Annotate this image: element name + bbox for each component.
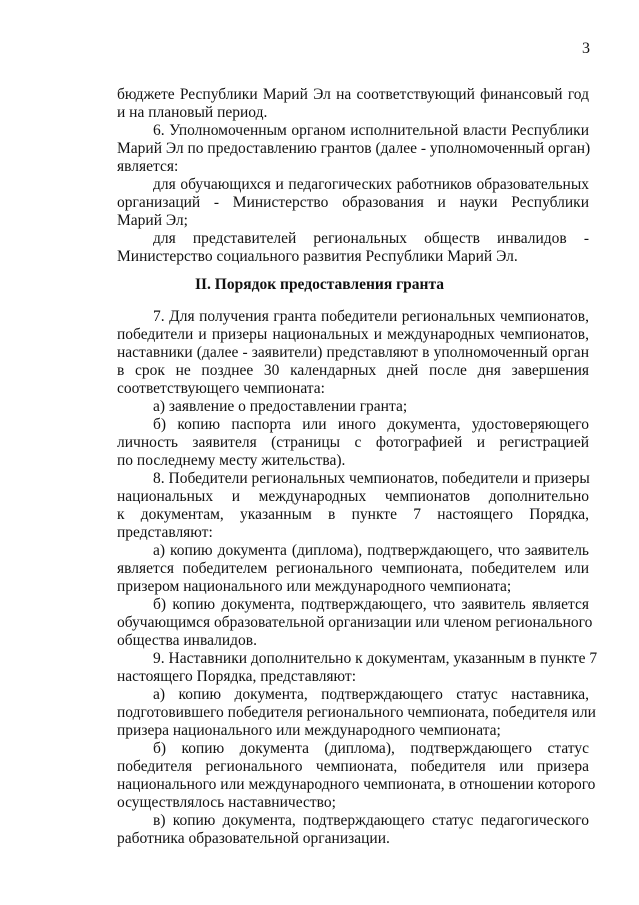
text-line: в) копию документа, подтверждающего статус педагогического [153, 812, 589, 829]
text-line: а) копию документа (диплома), подтверждающего, что заявитель [153, 542, 589, 559]
text-line: б) копию документа, подтверждающего, что заявитель является [153, 596, 589, 613]
text-line: по последнему месту жительства). [117, 452, 346, 469]
text-line: является победителем регионального чемпионата, победителем или [117, 560, 589, 577]
text-line: организаций - Министерство образования и науки Республики [117, 194, 589, 211]
page-number: 3 [582, 40, 590, 57]
text-line: 6. Уполномоченным органом исполнительной власти Республики [153, 122, 589, 139]
text-line: бюджете Республики Марий Эл на соответствующий финансовый год [117, 86, 589, 103]
text-line: обучающимся образовательной организации или членом регионального [117, 614, 593, 631]
text-line: общества инвалидов. [117, 632, 257, 649]
text-line: в срок не позднее 30 календарных дней после дня завершения [117, 362, 589, 379]
text-line: соответствующего чемпионата: [117, 380, 325, 397]
text-line: работника образовательной организации. [117, 830, 390, 847]
text-line: б) копию документа (диплома), подтверждающего статус [153, 740, 589, 757]
text-line: 8. Победители региональных чемпионатов, победители и призеры [153, 470, 590, 487]
text-line: а) заявление о предоставлении гранта; [153, 398, 408, 415]
section-heading: II. Порядок предоставления гранта [194, 276, 445, 293]
text-line: национального или международного чемпионата, в отношении которого [117, 776, 596, 793]
text-line: победителя регионального чемпионата, победителя или призера [117, 758, 589, 775]
text-line: б) копию паспорта или иного документа, удостоверяющего [153, 416, 589, 433]
text-line: национальных и международных чемпионатов дополнительно [117, 488, 589, 505]
text-line: для обучающихся и педагогических работников образовательных [153, 176, 589, 193]
text-line: Марий Эл; [117, 212, 188, 229]
text-line: является: [117, 158, 179, 175]
text-line: а) копию документа, подтверждающего статус наставника, [153, 686, 589, 703]
text-line: подготовившего победителя регионального чемпионата, победителя или [117, 704, 596, 721]
text-line: для представителей региональных обществ инвалидов - [153, 230, 589, 247]
text-line: победители и призеры национальных и международных чемпионатов, [117, 326, 589, 343]
text-line: 9. Наставники дополнительно к документам, указанным в пункте 7 [153, 650, 598, 667]
text-line: Министерство социального развития Республики Марий Эл. [117, 248, 518, 265]
text-line: Марий Эл по предоставлению грантов (далее - уполномоченный орган) [117, 140, 591, 157]
text-line: и на плановый период. [117, 104, 268, 121]
text-line: 7. Для получения гранта победители региональных чемпионатов, [153, 308, 589, 325]
text-line: настоящего Порядка, представляют: [117, 668, 357, 685]
text-line: к документам, указанным в пункте 7 настоящего Порядка, [117, 506, 589, 523]
text-line: осуществлялось наставничество; [117, 794, 336, 811]
text-line: представляют: [117, 524, 213, 541]
text-line: наставники (далее - заявители) представляют в уполномоченный орган [117, 344, 589, 361]
text-line: личность заявителя (страницы с фотографией и регистрацией [117, 434, 589, 451]
text-line: призером национального или международного чемпионата; [117, 578, 512, 595]
text-line: призера национального или международного чемпионата; [117, 722, 501, 739]
